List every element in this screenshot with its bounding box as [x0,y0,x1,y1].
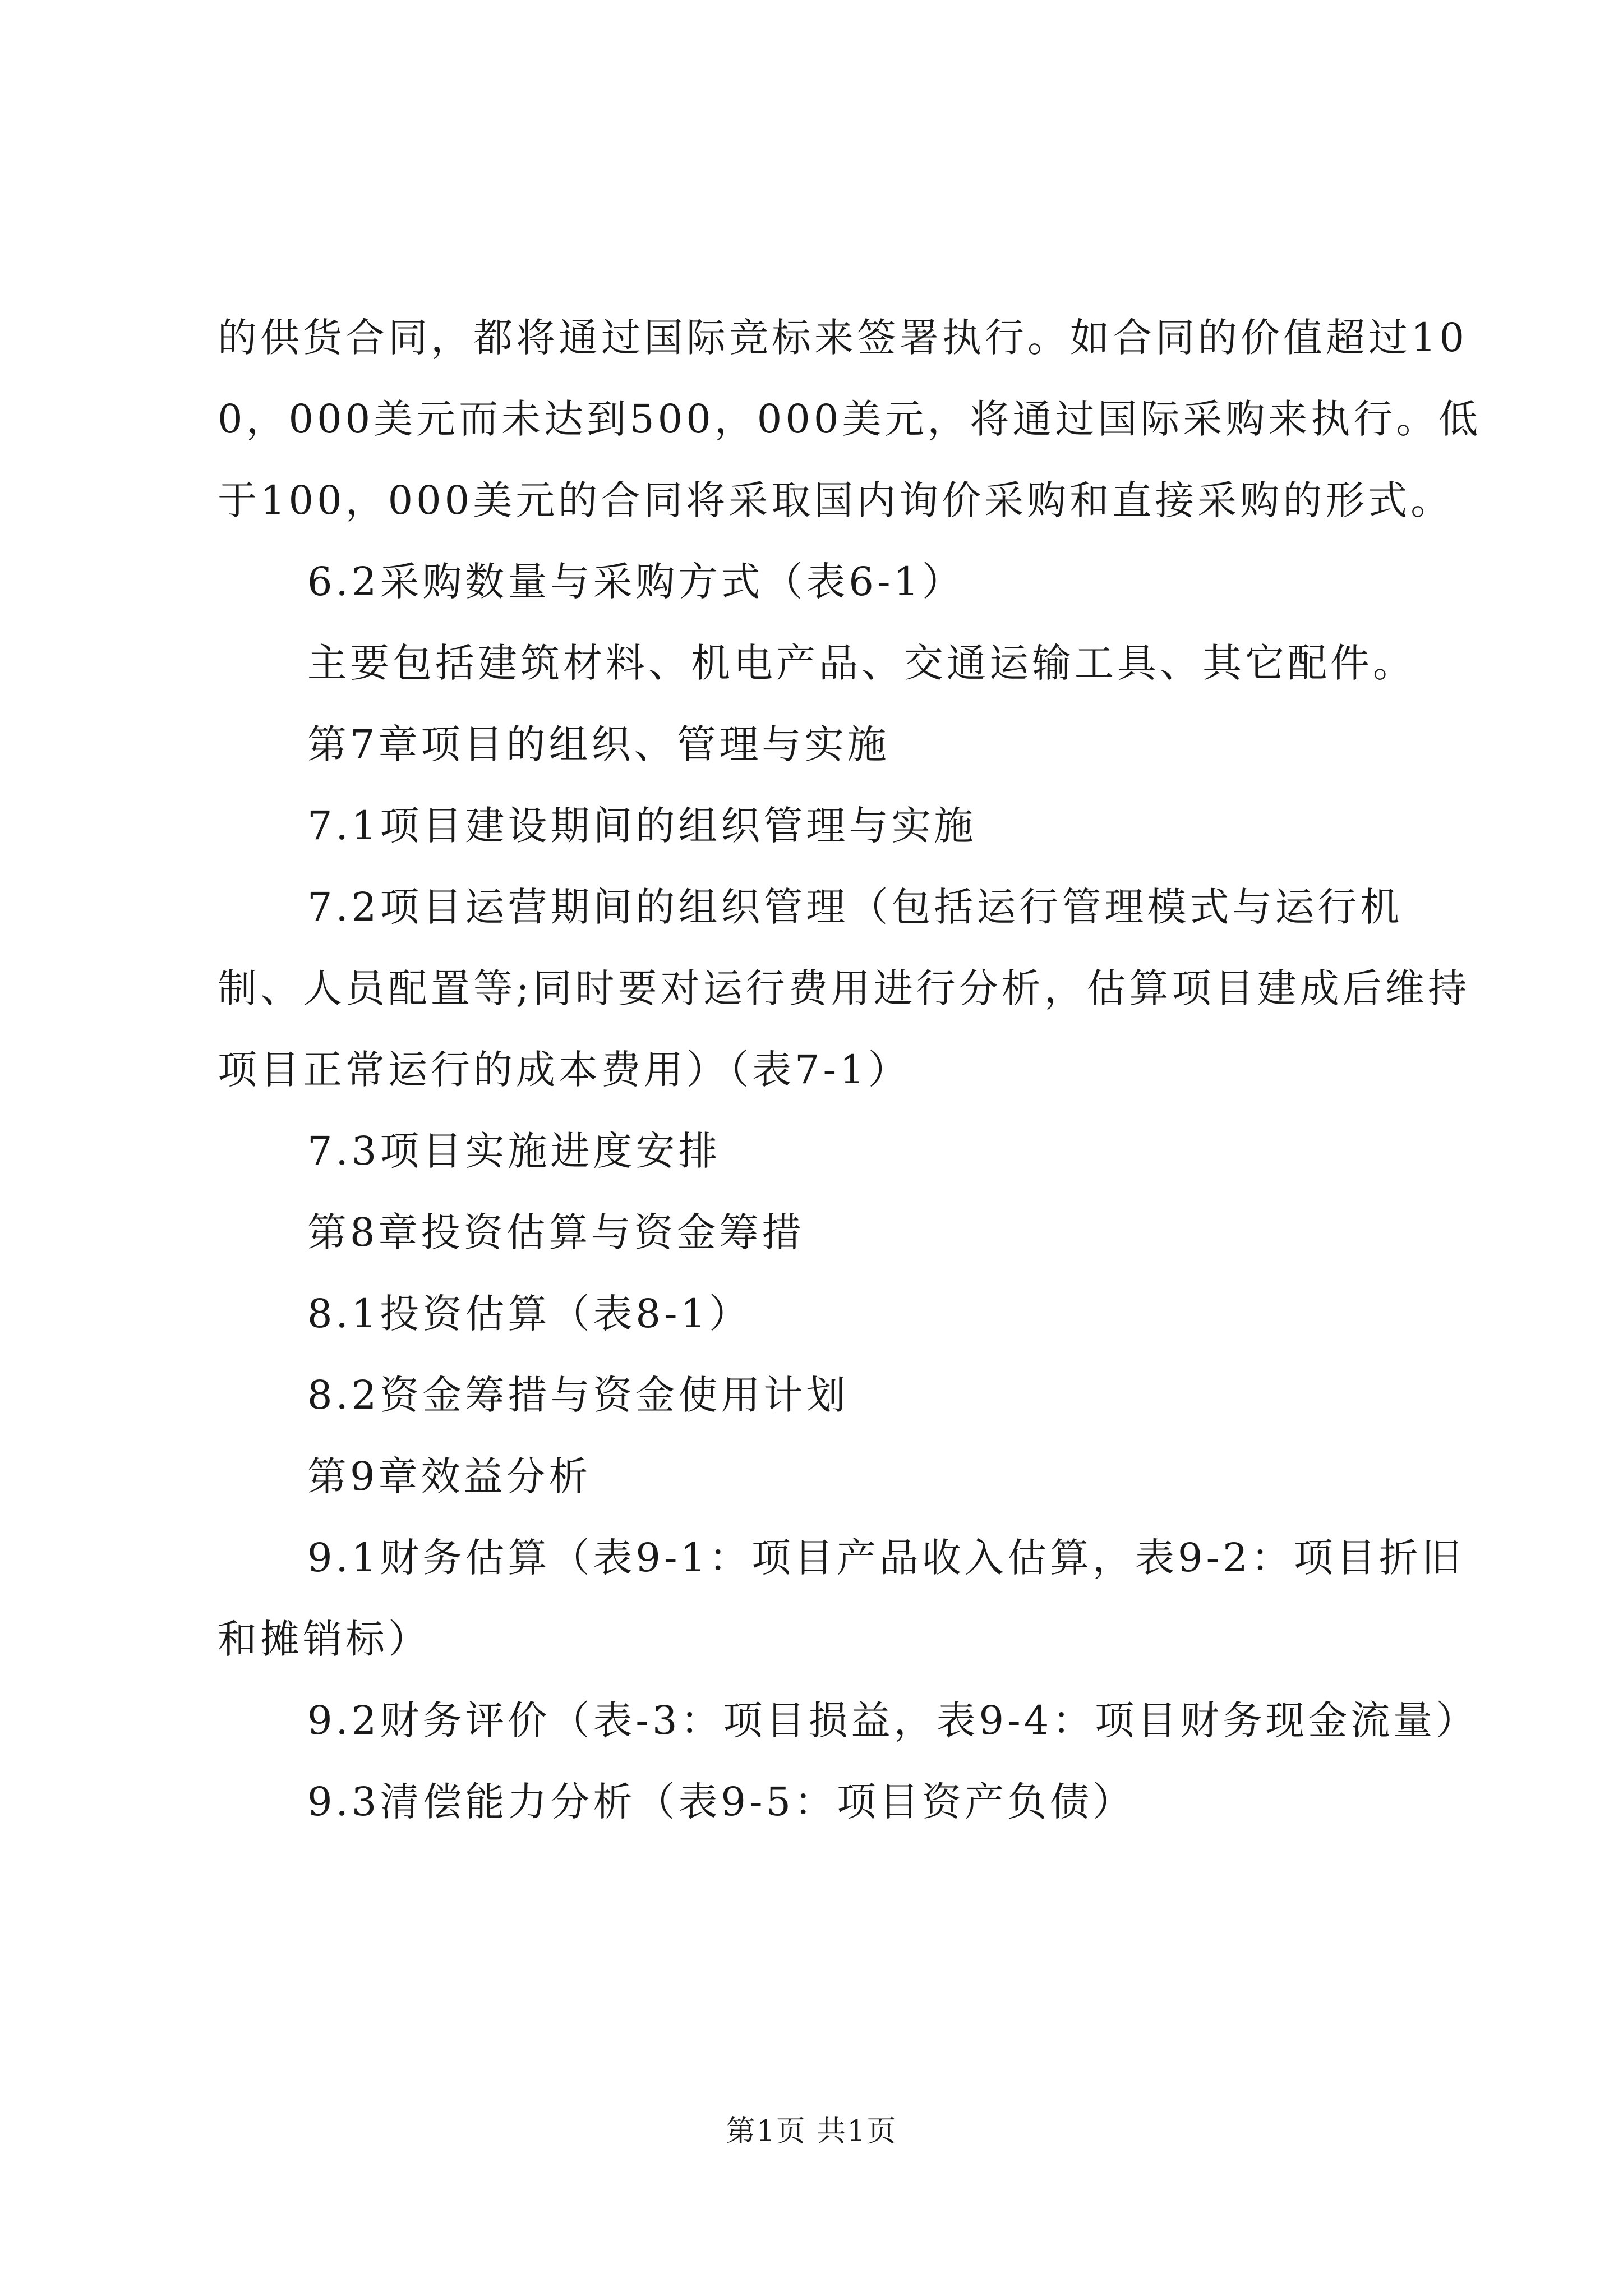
heading-8-2: 8.2资金筹措与资金使用计划 [307,1372,849,1418]
chapter-7-heading: 第7章项目的组织、管理与实施 [307,721,890,767]
heading-9-2: 9.2财务评价（表-3：项目损益，表9-4：项目财务现金流量） [307,1697,1479,1743]
paragraph-main-items: 主要包括建筑材料、机电产品、交通运输工具、其它配件。 [307,640,1415,686]
heading-7-1: 7.1项目建设期间的组织管理与实施 [307,803,977,849]
document-body [218,297,1485,1843]
heading-9-1: 9.1财务估算（表9-1：项目产品收入估算，表9-2：项目折旧和摊销标） [218,1535,1464,1662]
paragraph-procurement-contracts: 的供货合同，都将通过国际竞标来签署执行。如合同的价值超过100，000美元而未达到500，000美元，将通过国际采购来执行。低于100，000美元的合同将采取国内询价采购和直接采购的形式。 [218,315,1482,523]
heading-7-2: 7.2项目运营期间的组织管理（包括运行管理模式与运行机制、人员配置等;同时要对运行费用进行分析，估算项目建成后维持项目正常运行的成本费用）（表7-1） [218,884,1470,1093]
chapter-8-heading: 第8章投资估算与资金筹措 [307,1209,805,1255]
chapter-9-heading: 第9章效益分析 [307,1453,592,1499]
heading-9-3: 9.3清偿能力分析（表9-5：项目资产负债） [307,1779,1136,1825]
heading-8-1: 8.1投资估算（表8-1） [307,1291,752,1337]
page-footer: 第1页 共1页 [726,2115,897,2148]
heading-6-2: 6.2采购数量与采购方式（表6-1） [307,559,965,605]
heading-7-3: 7.3项目实施进度安排 [307,1128,721,1174]
